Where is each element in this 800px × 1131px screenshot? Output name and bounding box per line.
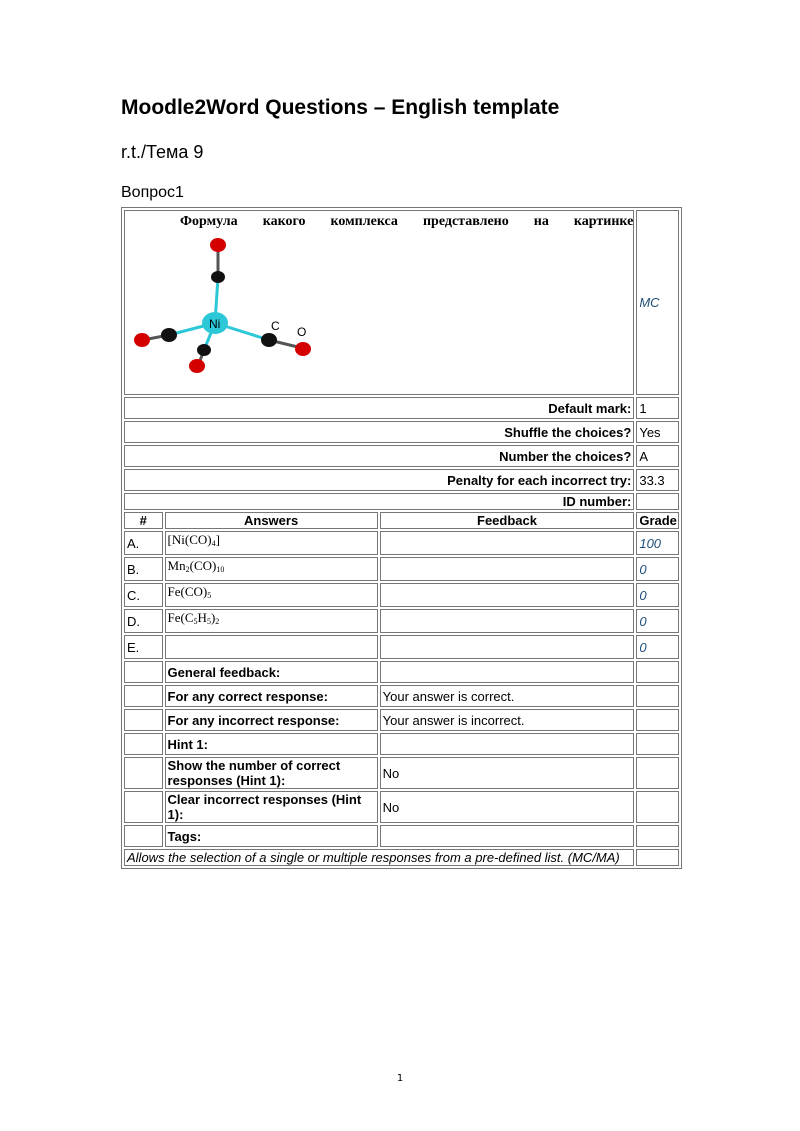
answer-grade: 0 (636, 635, 679, 659)
answer-row (124, 635, 679, 659)
feedback-row (124, 733, 679, 755)
setting-label: ID number: (124, 493, 634, 510)
answers-header-row (124, 512, 679, 529)
answer-text (165, 557, 378, 581)
setting-value (636, 493, 679, 510)
carbon-atom-bottom (197, 344, 211, 356)
answer-feedback (380, 583, 635, 607)
question-name: Вопрос1 (121, 184, 184, 201)
answer-letter: A. (124, 531, 163, 555)
feedback-label: Tags: (165, 825, 378, 847)
feedback-spacer (124, 685, 163, 707)
answer-letter: E. (124, 635, 163, 659)
description-row (124, 849, 679, 866)
formula-part: Fe(C (167, 610, 194, 625)
answer-row (124, 557, 679, 581)
answer-letter: B. (124, 557, 163, 581)
question-table (121, 207, 682, 869)
setting-row (124, 421, 679, 443)
column-header-feedback: Feedback (380, 512, 635, 529)
feedback-grade-spacer (636, 825, 679, 847)
column-header-answers: Answers (165, 512, 378, 529)
column-header-grade: Grade (636, 512, 679, 529)
document-title: Moodle2Word Questions – English template (121, 96, 560, 119)
feedback-label: Clear incorrect responses (Hint 1): (165, 791, 378, 823)
co-bonds (143, 245, 302, 366)
answer-text (165, 609, 378, 633)
formula-part: ) (210, 610, 216, 625)
oxygen-atom-right (295, 342, 311, 356)
feedback-label: For any incorrect response: (165, 709, 378, 731)
molecule-figure (129, 235, 319, 375)
feedback-spacer (124, 791, 163, 823)
formula-part: (CO) (189, 558, 217, 573)
formula-part: [Ni(CO) (167, 532, 212, 547)
formula-part: ] (215, 532, 220, 547)
oxygen-atom-bottom (189, 359, 205, 373)
feedback-row (124, 709, 679, 731)
setting-row (124, 445, 679, 467)
answer-text (165, 635, 378, 659)
oxygen-atom-left (134, 333, 150, 347)
feedback-grade-spacer (636, 791, 679, 823)
formula-subscript: 2 (215, 617, 220, 626)
feedback-value (380, 661, 635, 683)
feedback-label: Show the number of correct responses (Hint 1): (165, 757, 378, 789)
category-heading: r.t./Тема 9 (121, 142, 204, 162)
formula-subscript: 5 (207, 591, 212, 600)
answer-text (165, 531, 378, 555)
feedback-spacer (124, 757, 163, 789)
feedback-spacer (124, 709, 163, 731)
formula-part: Fe(CO) (167, 584, 208, 599)
formula-subscript: 5 (206, 617, 211, 626)
setting-label: Default mark: (124, 397, 634, 419)
feedback-value: No (380, 757, 635, 789)
question-text-cell (124, 210, 634, 395)
feedback-spacer (124, 661, 163, 683)
page-number: 1 (396, 1073, 404, 1084)
carbon-atom-top (211, 271, 225, 283)
nickel-label: Ni (209, 317, 221, 331)
feedback-label: Hint 1: (165, 733, 378, 755)
carbon-atom-left (161, 328, 177, 342)
answer-row (124, 583, 679, 607)
feedback-value: Your answer is incorrect. (380, 709, 635, 731)
feedback-grade-spacer (636, 733, 679, 755)
formula-subscript: 2 (185, 565, 190, 574)
answer-letter: C. (124, 583, 163, 607)
oxygen-label: O (297, 325, 307, 339)
column-header-num: # (124, 512, 163, 529)
answer-grade: 100 (636, 531, 679, 555)
setting-row (124, 469, 679, 491)
setting-value: Yes (636, 421, 679, 443)
feedback-value: Your answer is correct. (380, 685, 635, 707)
setting-row (124, 493, 679, 510)
feedback-row (124, 685, 679, 707)
feedback-spacer (124, 825, 163, 847)
question-type-description: Allows the selection of a single or multiple responses from a pre-defined list. (MC/MA) (124, 849, 634, 866)
setting-label: Penalty for each incorrect try: (124, 469, 634, 491)
description-spacer (636, 849, 679, 866)
feedback-spacer (124, 733, 163, 755)
setting-value: A (636, 445, 679, 467)
setting-label: Shuffle the choices? (124, 421, 634, 443)
feedback-row (124, 661, 679, 683)
answer-feedback (380, 531, 635, 555)
answer-row (124, 609, 679, 633)
formula-subscript: 5 (193, 617, 198, 626)
question-table-wrapper (121, 207, 682, 869)
formula-part: Mn (167, 558, 186, 573)
feedback-grade-spacer (636, 685, 679, 707)
feedback-row (124, 825, 679, 847)
feedback-label: For any correct response: (165, 685, 378, 707)
question-text: Формула какого комплекса представлено на картинке (180, 214, 634, 229)
answer-feedback (380, 557, 635, 581)
oxygen-atom-top (210, 238, 226, 252)
feedback-label: General feedback: (165, 661, 378, 683)
feedback-grade-spacer (636, 709, 679, 731)
answer-letter: D. (124, 609, 163, 633)
feedback-grade-spacer (636, 661, 679, 683)
formula-subscript: 4 (211, 539, 216, 548)
setting-value: 1 (636, 397, 679, 419)
answer-row (124, 531, 679, 555)
setting-value: 33.3 (636, 469, 679, 491)
answer-grade: 0 (636, 609, 679, 633)
carbon-label: C (271, 319, 280, 333)
feedback-value: No (380, 791, 635, 823)
answer-grade: 0 (636, 583, 679, 607)
feedback-grade-spacer (636, 757, 679, 789)
feedback-value (380, 825, 635, 847)
setting-row (124, 397, 679, 419)
formula-subscript: 10 (216, 565, 225, 574)
answer-feedback (380, 635, 635, 659)
formula-part: H (197, 610, 207, 625)
feedback-value (380, 733, 635, 755)
answer-feedback (380, 609, 635, 633)
carbon-atom-right (261, 333, 277, 347)
feedback-row (124, 757, 679, 789)
question-type: MC (636, 210, 679, 395)
setting-label: Number the choices? (124, 445, 634, 467)
answer-text (165, 583, 378, 607)
answer-grade: 0 (636, 557, 679, 581)
feedback-row (124, 791, 679, 823)
